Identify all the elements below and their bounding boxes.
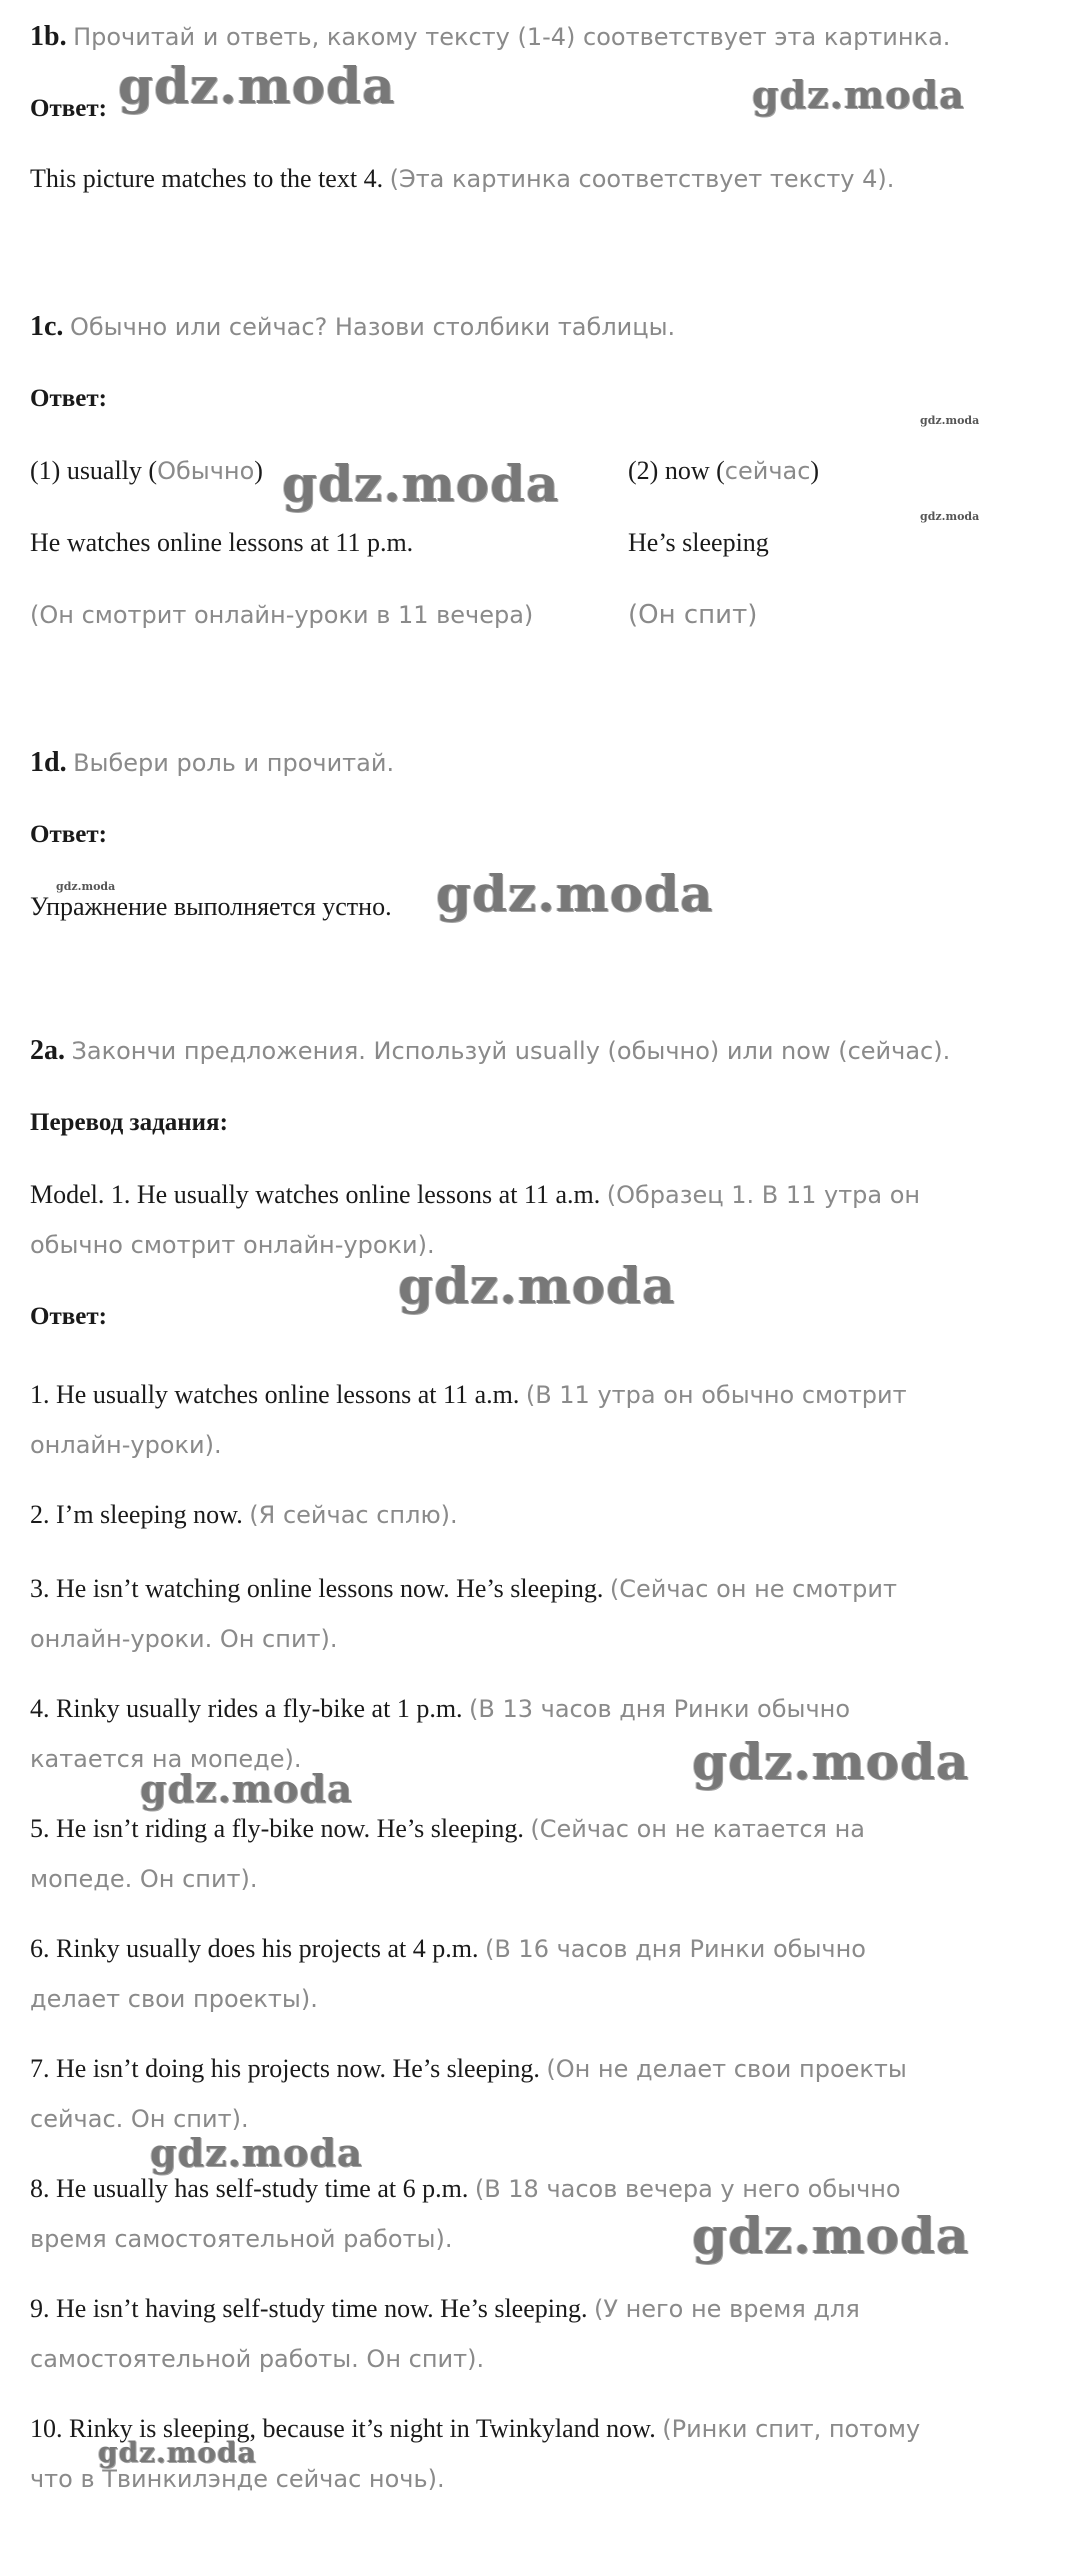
model-sentence [30, 1170, 920, 1220]
answer-russian: (Сейчас он не катается на [530, 1815, 866, 1843]
answer-english: 1. He usually watches online lessons at 11 a.m. [30, 1380, 520, 1409]
answer-russian: (Эта картинка соответствует тексту 4). [389, 165, 895, 193]
answer-russian-cont: что в Твинкилэнде сейчас ночь). [30, 2465, 445, 2493]
watermark: gdz.moda [752, 72, 965, 117]
task-2a [30, 1026, 950, 1076]
task-text: Закончи предложения. Используй usually (обычно) или now (сейчас). [71, 1037, 951, 1065]
column-1-translation: (Он смотрит онлайн-уроки в 11 вечера) [30, 601, 534, 629]
answer-russian: (Он не делает свои проекты [546, 2055, 907, 2083]
answer-russian-cont: время самостоятельной работы). [30, 2225, 453, 2253]
answer-item [30, 1564, 897, 1614]
answer-item [30, 2044, 907, 2094]
watermark: gdz.moda [282, 454, 560, 513]
model-russian: (Образец 1. В 11 утра он [606, 1181, 921, 1209]
answer-item [30, 1684, 850, 1734]
task-text: Прочитай и ответь, какому тексту (1-4) соответствует эта картинка. [73, 23, 951, 51]
answer-english: 9. He isn’t having self-study time now. He’s sleeping. [30, 2294, 588, 2323]
task-text: Обычно или сейчас? Назови столбики таблицы. [69, 313, 676, 341]
task-1c [30, 302, 675, 352]
task-number: 2a. [30, 1035, 65, 1066]
answer-label: Ответ: [30, 95, 107, 122]
answer-label: Ответ: [30, 1303, 107, 1330]
watermark: gdz.moda [56, 880, 116, 893]
answer-label: Ответ: [30, 821, 107, 848]
heading-russian: Обычно [157, 457, 255, 485]
answer-english: 6. Rinky usually does his projects at 4 p.m. [30, 1934, 479, 1963]
answer-english: 7. He isn’t doing his projects now. He’s sleeping. [30, 2054, 540, 2083]
answer-item [30, 1490, 458, 1540]
answer-russian: (Сейчас он не смотрит [609, 1575, 897, 1603]
answer-english: 2. I’m sleeping now. [30, 1500, 243, 1529]
column-1-row: He watches online lessons at 11 p.m. [30, 528, 414, 557]
answer-russian: (В 18 часов вечера у него обычно [474, 2175, 901, 2203]
task-number: 1d. [30, 747, 67, 778]
answer-russian-cont: онлайн-уроки). [30, 1431, 222, 1459]
model-english: Model. 1. He usually watches online lessons at 11 a.m. [30, 1180, 601, 1209]
watermark: gdz.moda [436, 864, 714, 923]
heading-close: ) [254, 456, 263, 485]
watermark: gdz.moda [150, 2130, 363, 2175]
answer-russian-cont: катается на мопеде). [30, 1745, 302, 1773]
answer-russian-cont: самостоятельной работы. Он спит). [30, 2345, 485, 2373]
heading-russian: сейчас [724, 457, 811, 485]
column-2-heading [628, 446, 819, 496]
answer-item [30, 1370, 907, 1420]
heading-english: (2) now ( [628, 456, 725, 485]
column-2-row: He’s sleeping [628, 528, 769, 557]
watermark: gdz.moda [118, 56, 396, 115]
answer-russian: (В 11 утра он обычно смотрит [525, 1381, 907, 1409]
answer-english: 4. Rinky usually rides a fly-bike at 1 p.m. [30, 1694, 463, 1723]
answer-item [30, 1924, 866, 1974]
watermark: gdz.moda [692, 1732, 970, 1791]
heading-english: (1) usually ( [30, 456, 158, 485]
answer-1b [30, 154, 894, 204]
task-1d [30, 738, 394, 788]
answer-item [30, 2284, 860, 2334]
watermark: gdz.moda [920, 510, 980, 523]
column-2-translation: (Он спит) [628, 600, 758, 630]
answer-label: Ответ: [30, 385, 107, 412]
answer-russian: (У него не время для [593, 2295, 860, 2323]
task-text: Выбери роль и прочитай. [73, 749, 395, 777]
watermark: gdz.moda [920, 414, 980, 427]
answer-russian-cont: онлайн-уроки. Он спит). [30, 1625, 338, 1653]
answer-english: 5. He isn’t riding a fly-bike now. He’s sleeping. [30, 1814, 524, 1843]
column-1-heading [30, 446, 263, 496]
answer-english: This picture matches to the text 4. [30, 164, 384, 193]
answer-russian-cont: делает свои проекты). [30, 1985, 318, 2013]
answer-english: 10. Rinky is sleeping, because it’s night in Twinkyland now. [30, 2414, 656, 2443]
answer-russian: (В 16 часов дня Ринки обычно [484, 1935, 866, 1963]
answer-item [30, 1804, 865, 1854]
model-russian-cont: обычно смотрит онлайн-уроки). [30, 1231, 435, 1259]
task-number: 1b. [30, 21, 67, 52]
answer-english: 8. He usually has self-study time at 6 p.m. [30, 2174, 469, 2203]
answer-english: 3. He isn’t watching online lessons now. He’s sleeping. [30, 1574, 604, 1603]
task-number: 1c. [30, 311, 64, 342]
watermark: gdz.moda [692, 2206, 970, 2265]
watermark: gdz.moda [140, 1766, 353, 1811]
answer-russian: (В 13 часов дня Ринки обычно [469, 1695, 851, 1723]
watermark: gdz.moda [98, 2436, 257, 2469]
answer-russian: (Ринки спит, потому [662, 2415, 921, 2443]
task-1b [30, 12, 950, 62]
answer-russian: (Я сейчас сплю). [249, 1501, 458, 1529]
translation-label: Перевод задания: [30, 1109, 228, 1136]
heading-close: ) [810, 456, 820, 485]
answer-russian-cont: сейчас. Он спит). [30, 2105, 249, 2133]
watermark: gdz.moda [398, 1256, 676, 1315]
answer-russian-cont: мопеде. Он спит). [30, 1865, 258, 1893]
answer-1d: Упражнение выполняется устно. [30, 892, 392, 921]
